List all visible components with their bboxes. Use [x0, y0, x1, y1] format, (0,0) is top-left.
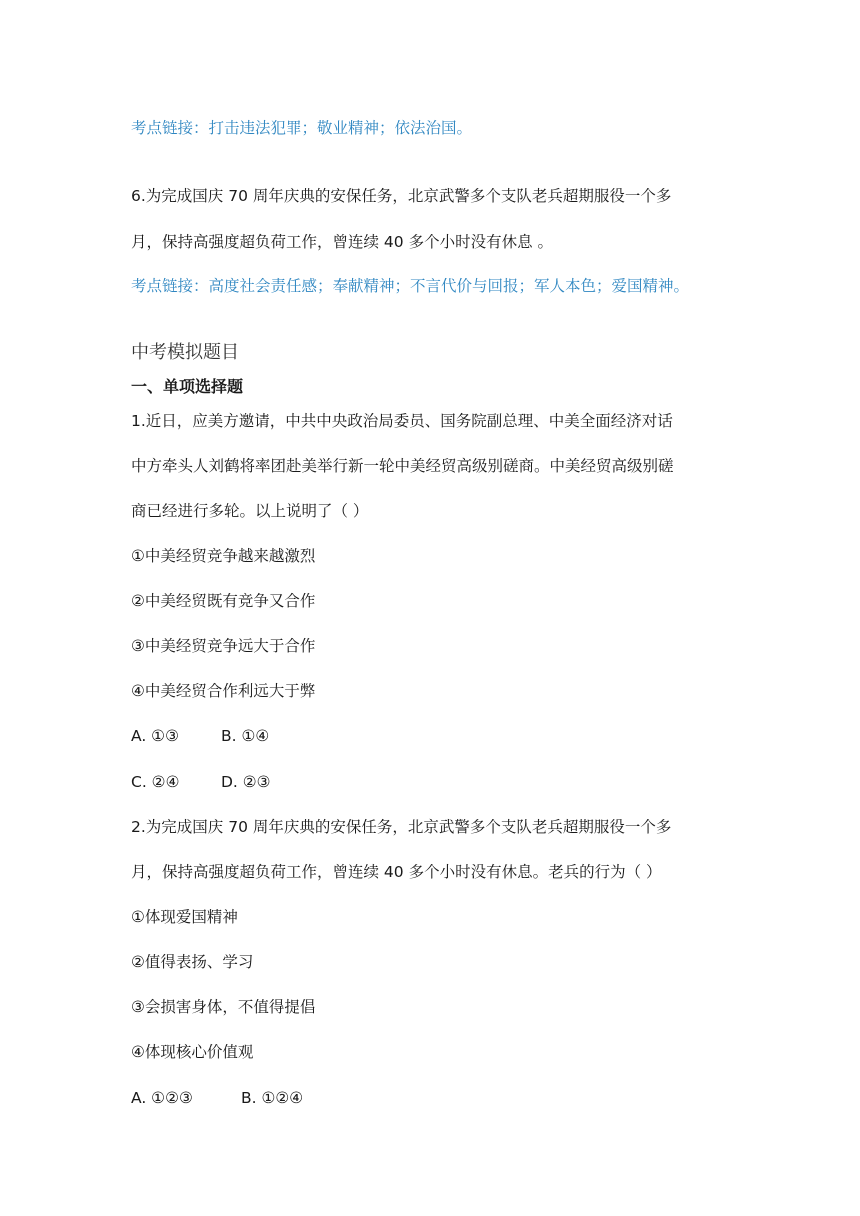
- question-6-line-2: 月，保持高强度超负荷工作，曾连续 40 多个小时没有休息 。: [131, 233, 554, 251]
- choice-b: B. ①④: [221, 727, 270, 745]
- mock-question-2-line-2: 月，保持高强度超负荷工作，曾连续 40 多个小时没有休息。老兵的行为（ ）: [131, 863, 662, 881]
- exam-point-link-2: 考点链接：高度社会责任感；奉献精神；不言代价与回报；军人本色；爱国精神。: [131, 277, 690, 295]
- choice-a: A. ①②③: [131, 1089, 193, 1107]
- mock-question-1-choice-row-2: [131, 771, 271, 793]
- mock-question-2-choice-row-1: [131, 1087, 303, 1109]
- mock-question-2-item-3: ③会损害身体，不值得提倡: [131, 998, 316, 1016]
- mock-question-2-item-2: ②值得表扬、学习: [131, 953, 254, 971]
- mock-question-1-line-1: 1.近日，应美方邀请，中共中央政治局委员、国务院副总理、中美全面经济对话: [131, 412, 673, 430]
- mock-question-1-choice-row-1: [131, 725, 269, 747]
- question-6-line-1: 6.为完成国庆 70 周年庆典的安保任务，北京武警多个支队老兵超期服役一个多: [131, 187, 672, 205]
- choice-c: C. ②④: [131, 773, 180, 791]
- mock-question-2-item-1: ①体现爱国精神: [131, 908, 238, 926]
- mock-question-2-line-1: 2.为完成国庆 70 周年庆典的安保任务，北京武警多个支队老兵超期服役一个多: [131, 818, 672, 836]
- mock-question-1-item-2: ②中美经贸既有竞争又合作: [131, 592, 316, 610]
- exam-point-link-1: 考点链接：打击违法犯罪；敬业精神；依法治国。: [131, 119, 473, 137]
- choice-a: A. ①③: [131, 727, 179, 745]
- mock-question-1-item-1: ①中美经贸竞争越来越激烈: [131, 547, 316, 565]
- mock-question-1-line-2: 中方牵头人刘鹤将率团赴美举行新一轮中美经贸高级别磋商。中美经贸高级别磋: [131, 457, 674, 475]
- section-title: 中考模拟题目: [131, 342, 239, 363]
- mock-question-1-line-3: 商已经进行多轮。以上说明了（ ）: [131, 502, 369, 520]
- choice-b: B. ①②④: [241, 1089, 304, 1107]
- mock-question-1-item-4: ④中美经贸合作利远大于弊: [131, 682, 316, 700]
- choice-d: D. ②③: [221, 773, 271, 791]
- mock-question-1-item-3: ③中美经贸竞争远大于合作: [131, 637, 316, 655]
- subsection-title: 一、单项选择题: [131, 377, 244, 396]
- mock-question-2-item-4: ④体现核心价值观: [131, 1043, 254, 1061]
